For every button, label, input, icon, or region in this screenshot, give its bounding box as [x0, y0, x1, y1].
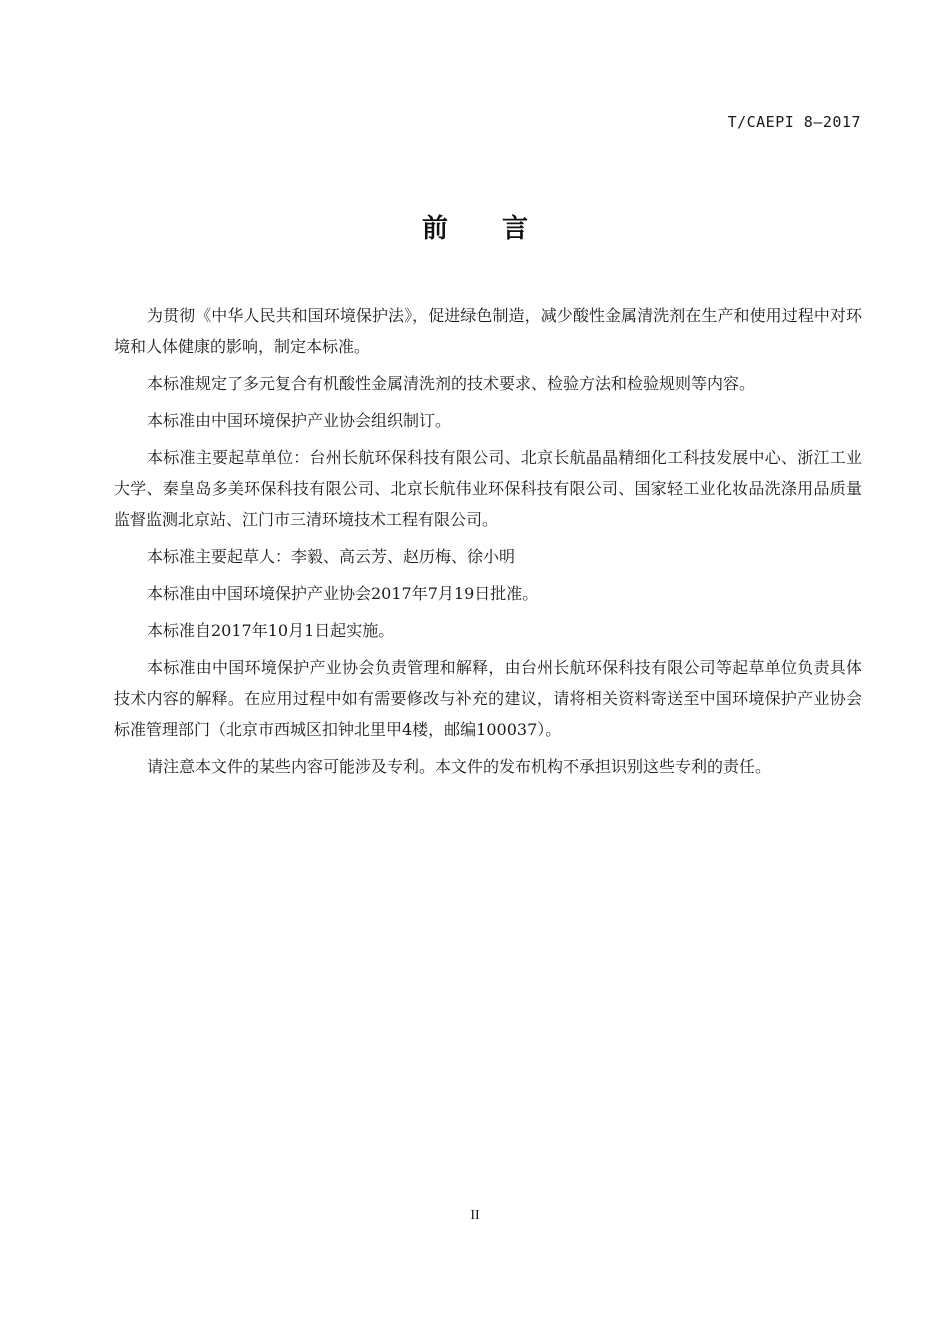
page-title: 前言 — [421, 214, 582, 244]
paragraph-interpretation: 本标准由中国环境保护产业协会负责管理和解释，由台州长航环保科技有限公司等起草单位负责具体技术内容的解释。在应用过程中如有需要修改与补充的建议，请将相关资料寄送至中国环境保护产业协会标准管理部门（北京市西城区扣钟北里甲4楼，邮编100037）。 — [114, 658, 862, 739]
paragraph-drafters: 本标准主要起草人：李毅、高云芳、赵历梅、徐小明 — [147, 547, 516, 566]
paragraph-drafting-units: 本标准主要起草单位：台州长航环保科技有限公司、北京长航晶晶精细化工科技发展中心、浙江工业大学、秦皇岛多美环保科技有限公司、北京长航伟业环保科技有限公司、国家轻工业化妆品洗涤用品质量监督监测北京站、江门市三清环境技术工程有限公司。 — [114, 448, 862, 529]
paragraph-scope: 本标准规定了多元复合有机酸性金属清洗剂的技术要求、检验方法和检验规则等内容。 — [147, 374, 756, 393]
paragraph-approval: 本标准由中国环境保护产业协会2017年7月19日批准。 — [147, 584, 539, 603]
paragraph-organizer: 本标准由中国环境保护产业协会组织制订。 — [147, 411, 452, 430]
standard-code: T/CAEPI 8—2017 — [727, 113, 861, 131]
page-number: II — [470, 1208, 480, 1223]
foreword-body — [114, 300, 862, 788]
paragraph-purpose: 为贯彻《中华人民共和国环境保护法》，促进绿色制造，减少酸性金属清洗剂在生产和使用过程中对环境和人体健康的影响，制定本标准。 — [114, 306, 862, 356]
paragraph-patent-notice: 请注意本文件的某些内容可能涉及专利。本文件的发布机构不承担识别这些专利的责任。 — [147, 757, 772, 776]
paragraph-implementation: 本标准自2017年10月1日起实施。 — [147, 621, 395, 640]
